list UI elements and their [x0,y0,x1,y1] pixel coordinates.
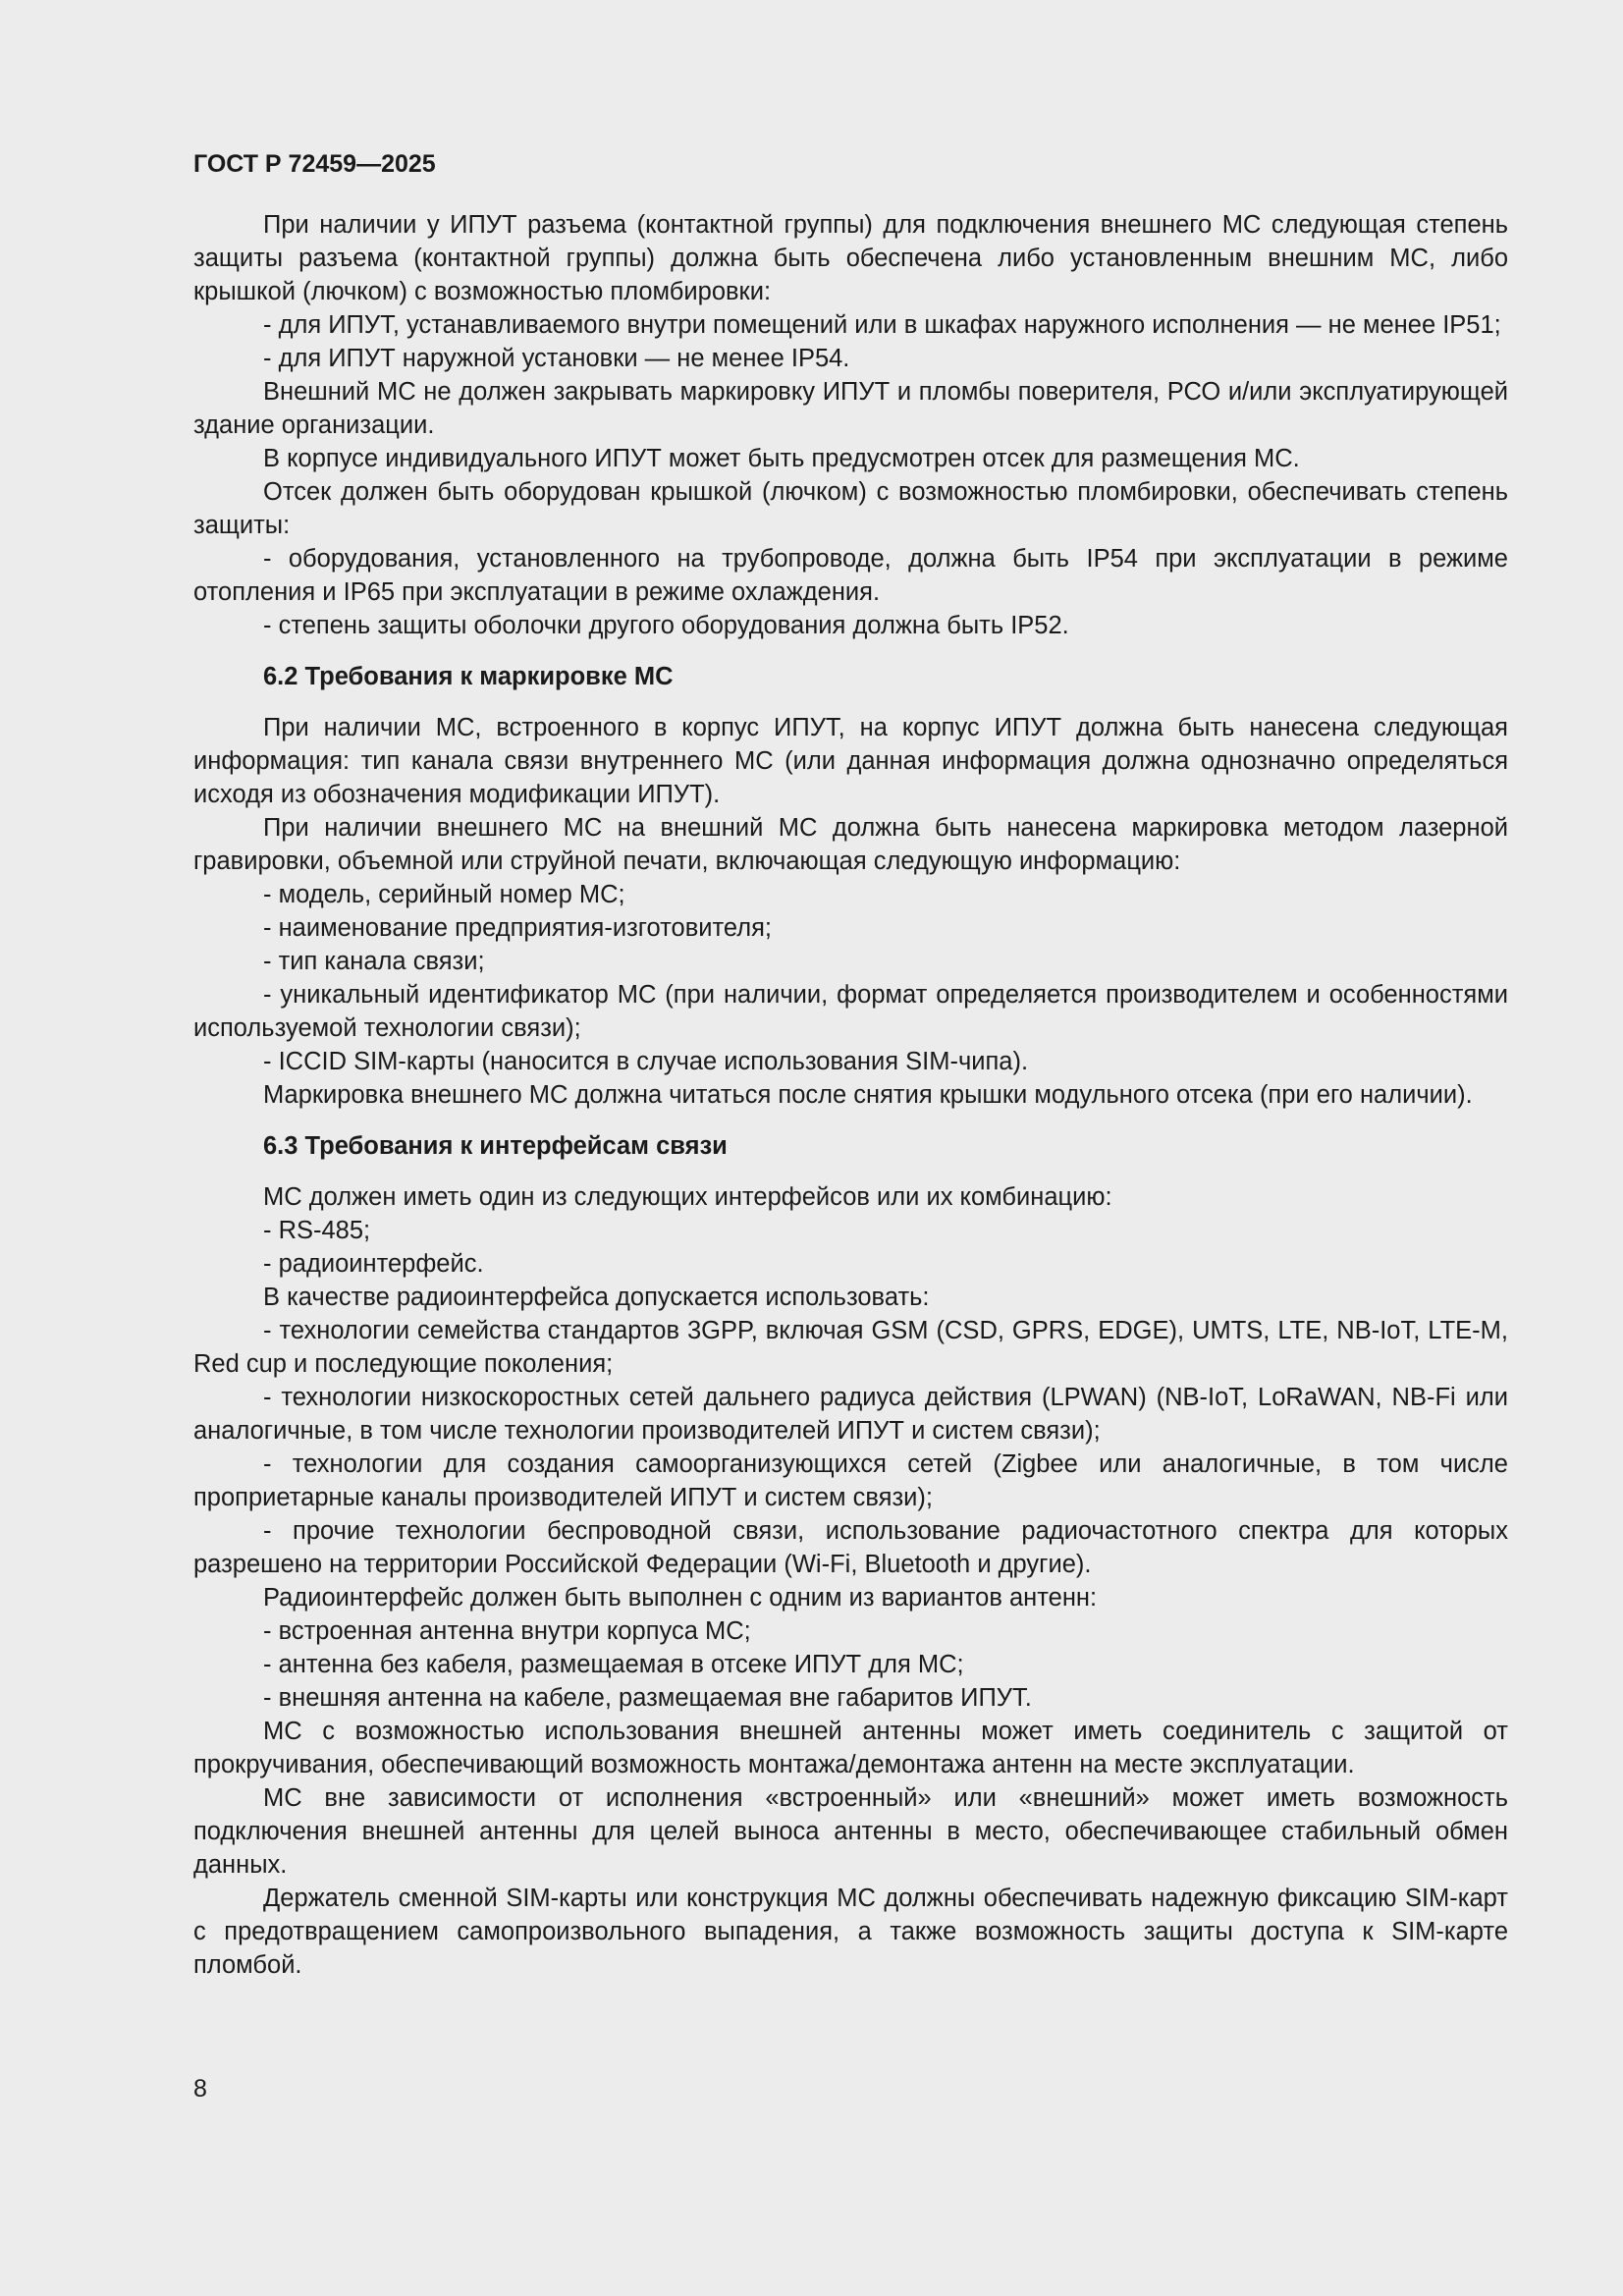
page-number: 8 [193,2075,207,2103]
list-item: - технологии низкоскоростных сетей дальнего радиуса действия (LPWAN) (NB-IoT, LoRaWAN, NB-Fi или аналогичные, в том числе технологии производителей ИПУТ и систем связи); [193,1384,1508,1445]
list-item: - для ИПУТ наружной установки — не менее IP54. [263,345,850,372]
paragraph: Радиоинтерфейс должен быть выполнен с одним из вариантов антенн: [263,1584,1098,1612]
paragraph: МС с возможностью использования внешней антенны может иметь соединитель с защитой от прокручивания, обеспечивающий возможность монтажа/демонтажа антенн на месте эксплуатации. [193,1718,1508,1778]
list-item: - тип канала связи; [263,948,485,975]
list-item: - степень защиты оболочки другого оборудования должна быть IP52. [263,612,1069,639]
paragraph: При наличии у ИПУТ разъема (контактной группы) для подключения внешнего МС следующая степень защиты разъема (контактной группы) должна быть обеспечена либо установленным внешним МС, либо крышкой (лючком) с возможностью пломбировки: [193,211,1508,305]
list-item: - RS-485; [263,1217,371,1244]
paragraph: В качестве радиоинтерфейса допускается использовать: [263,1284,930,1311]
list-item: - внешняя антенна на кабеле, размещаемая вне габаритов ИПУТ. [263,1684,1032,1712]
section-heading-6-3: 6.3 Требования к интерфейсам связи [263,1132,728,1160]
list-item: - антенна без кабеля, размещаемая в отсеке ИПУТ для МС; [263,1651,964,1678]
paragraph: Держатель сменной SIM-карты или конструкция МС должны обеспечивать надежную фиксацию SIM-карт с предотвращением самопроизвольного выпадения, а также возможность защиты доступа к SIM-карте пломбой. [193,1885,1508,1979]
list-item: - радиоинтерфейс. [263,1250,484,1278]
list-item: - встроенная антенна внутри корпуса МС; [263,1617,751,1645]
paragraph: При наличии МС, встроенного в корпус ИПУТ, на корпус ИПУТ должна быть нанесена следующая информация: тип канала связи внутреннего МС (или данная информация должна однозначно определяться исходя из обозначения модификации ИПУТ). [193,714,1508,808]
paragraph: Маркировка внешнего МС должна читаться после снятия крышки модульного отсека (при его наличии). [263,1081,1473,1109]
list-item: - ICCID SIM-карты (наносится в случае использования SIM-чипа). [263,1048,1029,1075]
list-item: - уникальный идентификатор МС (при наличии, формат определяется производителем и особенностями используемой технологии связи); [193,981,1508,1042]
paragraph: В корпусе индивидуального ИПУТ может быть предусмотрен отсек для размещения МС. [263,445,1300,472]
paragraph: Внешний МС не должен закрывать маркировку ИПУТ и пломбы поверителя, РСО и/или эксплуатирующей здание организации. [193,378,1508,439]
list-item: - технологии семейства стандартов 3GPP, включая GSM (CSD, GPRS, EDGE), UMTS, LTE, NB-IoT, LTE-M, Red cup и последующие поколения; [193,1317,1508,1378]
list-item: - для ИПУТ, устанавливаемого внутри помещений или в шкафах наружного исполнения — не менее IP51; [263,311,1501,339]
document-body [193,208,1508,1982]
section-heading-6-2: 6.2 Требования к маркировке МС [263,663,674,690]
list-item: - оборудования, установленного на трубопроводе, должна быть IP54 при эксплуатации в режиме отопления и IP65 при эксплуатации в режиме охлаждения. [193,545,1508,606]
paragraph: При наличии внешнего МС на внешний МС должна быть нанесена маркировка методом лазерной гравировки, объемной или струйной печати, включающая следующую информацию: [193,814,1508,875]
list-item: - прочие технологии беспроводной связи, использование радиочастотного спектра для которых разрешено на территории Российской Федерации (Wi-Fi, Bluetooth и другие). [193,1517,1508,1578]
document-header: ГОСТ Р 72459—2025 [193,150,436,178]
list-item: - технологии для создания самоорганизующихся сетей (Zigbee или аналогичные, в том числе проприетарные каналы производителей ИПУТ и систем связи); [193,1450,1508,1511]
paragraph: МС вне зависимости от исполнения «встроенный» или «внешний» может иметь возможность подключения внешней антенны для целей выноса антенны в место, обеспечивающее стабильный обмен данных. [193,1784,1508,1879]
paragraph: МС должен иметь один из следующих интерфейсов или их комбинацию: [263,1183,1112,1211]
paragraph: Отсек должен быть оборудован крышкой (лючком) с возможностью пломбировки, обеспечивать степень защиты: [193,478,1508,539]
list-item: - наименование предприятия-изготовителя; [263,914,773,942]
list-item: - модель, серийный номер МС; [263,881,625,908]
